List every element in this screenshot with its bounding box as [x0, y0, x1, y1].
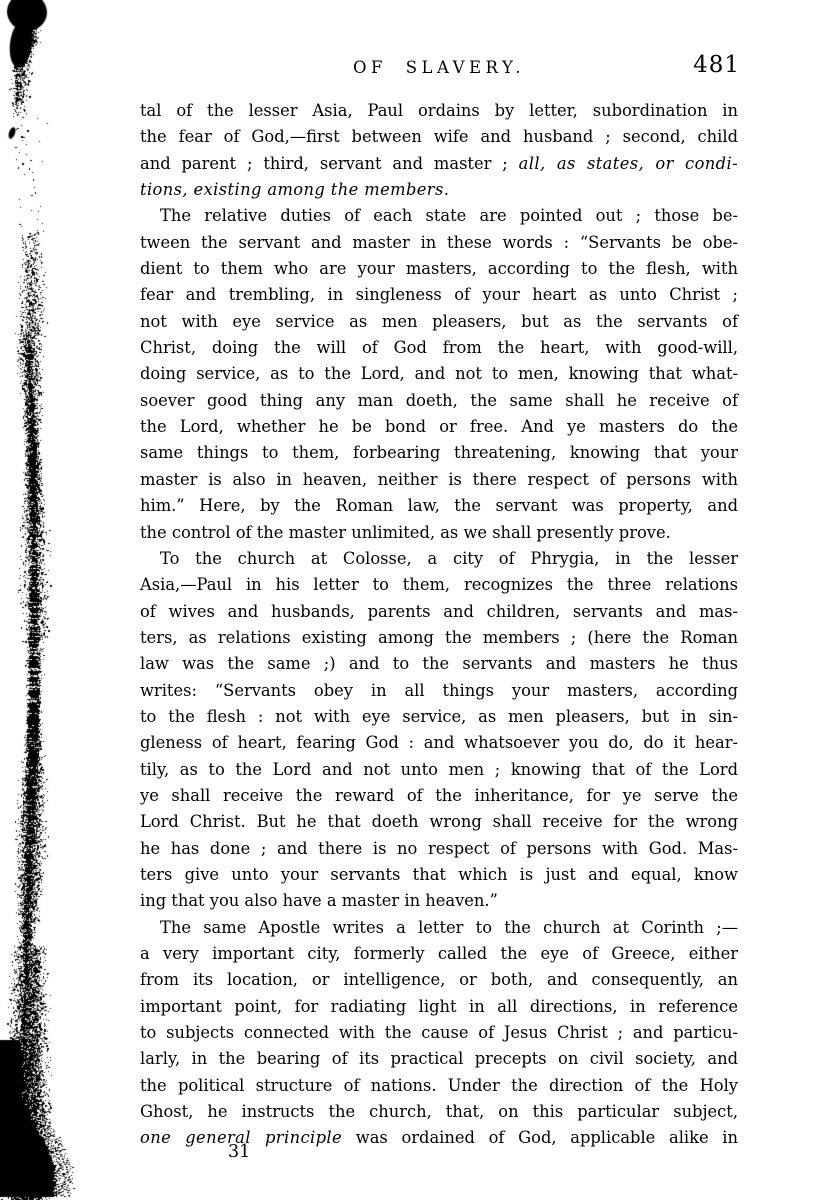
- paragraph: [140, 915, 738, 1152]
- signature-mark: 31: [228, 1142, 251, 1162]
- text-line: the fear of God,—first between wife and husband ; second, child: [140, 127, 738, 147]
- text-line: tween the servant and master in these words : “Servants be obe-: [140, 232, 738, 252]
- text-line: dient to them who are your masters, according to the flesh, with: [140, 259, 738, 279]
- text-line: Lord Christ. But he that doeth wrong shall receive for the wrong: [140, 812, 738, 832]
- text-line: The same Apostle writes a letter to the church at Corinth ;—: [160, 917, 738, 937]
- text-block: [140, 98, 738, 1152]
- text-line: Christ, doing the will of God from the heart, with good-will,: [140, 338, 738, 358]
- text-line: one general principle was ordained of God, applicable alike in: [140, 1128, 738, 1148]
- text-line: ing that you also have a master in heaven.”: [140, 891, 498, 911]
- text-line: tal of the lesser Asia, Paul ordains by letter, subordination in: [140, 101, 738, 120]
- text-line: the control of the master unlimited, as we shall presently prove.: [140, 522, 671, 542]
- paragraph: [140, 98, 738, 203]
- text-line: from its location, or intelligence, or both, and consequently, an: [140, 970, 738, 990]
- text-line: not with eye service as men pleasers, but as the servants of: [140, 311, 738, 331]
- text-line: soever good thing any man doeth, the same shall he receive of: [140, 390, 738, 410]
- scan-noise-artifact: [0, 0, 110, 1200]
- paragraph: [140, 546, 738, 915]
- text-line: doing service, as to the Lord, and not to men, knowing that what-: [140, 364, 738, 384]
- text-line: writes: “Servants obey in all things your masters, according: [140, 680, 738, 700]
- text-line: The relative duties of each state are pointed out ; those be-: [160, 206, 738, 226]
- text-line: ye shall receive the reward of the inheritance, for ye serve the: [140, 785, 738, 805]
- text-line: master is also in heaven, neither is there respect of persons with: [140, 469, 738, 489]
- text-line: of wives and husbands, parents and children, servants and mas-: [140, 601, 738, 621]
- text-line: tions, existing among the members.: [140, 180, 450, 200]
- text-line: the Lord, whether he be bond or free. And ye masters do the: [140, 417, 738, 437]
- paragraph: [140, 203, 738, 545]
- page-header: [140, 52, 740, 90]
- text-line: tily, as to the Lord and not unto men ; knowing that of the Lord: [140, 759, 738, 779]
- text-line: gleness of heart, fearing God : and whatsoever you do, do it hear-: [140, 733, 738, 753]
- text-line: Ghost, he instructs the church, that, on this particular subject,: [140, 1102, 738, 1122]
- text-line: fear and trembling, in singleness of your heart as unto Christ ;: [140, 285, 738, 305]
- text-line: the political structure of nations. Under the direction of the Holy: [140, 1075, 738, 1095]
- text-line: to subjects connected with the cause of Jesus Christ ; and particu-: [140, 1023, 738, 1043]
- text-line: a very important city, formerly called the eye of Greece, either: [140, 944, 738, 963]
- text-line: important point, for radiating light in all directions, in reference: [140, 996, 738, 1016]
- text-line: same things to them, forbearing threatening, knowing that your: [140, 443, 738, 463]
- text-line: him.” Here, by the Roman law, the servant was property, and: [140, 496, 738, 516]
- text-line: Asia,—Paul in his letter to them, recognizes the three relations: [140, 575, 738, 595]
- text-line: To the church at Colosse, a city of Phrygia, in the lesser: [160, 548, 738, 568]
- text-line: law was the same ;) and to the servants and masters he thus: [140, 654, 738, 674]
- text-line: larly, in the bearing of its practical precepts on civil society, and: [140, 1049, 738, 1069]
- text-line: ters give unto your servants that which is just and equal, know: [140, 864, 738, 884]
- page-number: 481: [693, 52, 740, 78]
- text-line: he has done ; and there is no respect of persons with God. Mas-: [140, 838, 738, 858]
- text-line: and parent ; third, servant and master ; all, as states, or condi-: [140, 153, 738, 173]
- text-line: to the flesh : not with eye service, as men pleasers, but in sin-: [140, 706, 738, 726]
- running-title: OF SLAVERY.: [353, 58, 525, 77]
- text-line: ters, as relations existing among the members ; (here the Roman: [140, 627, 738, 647]
